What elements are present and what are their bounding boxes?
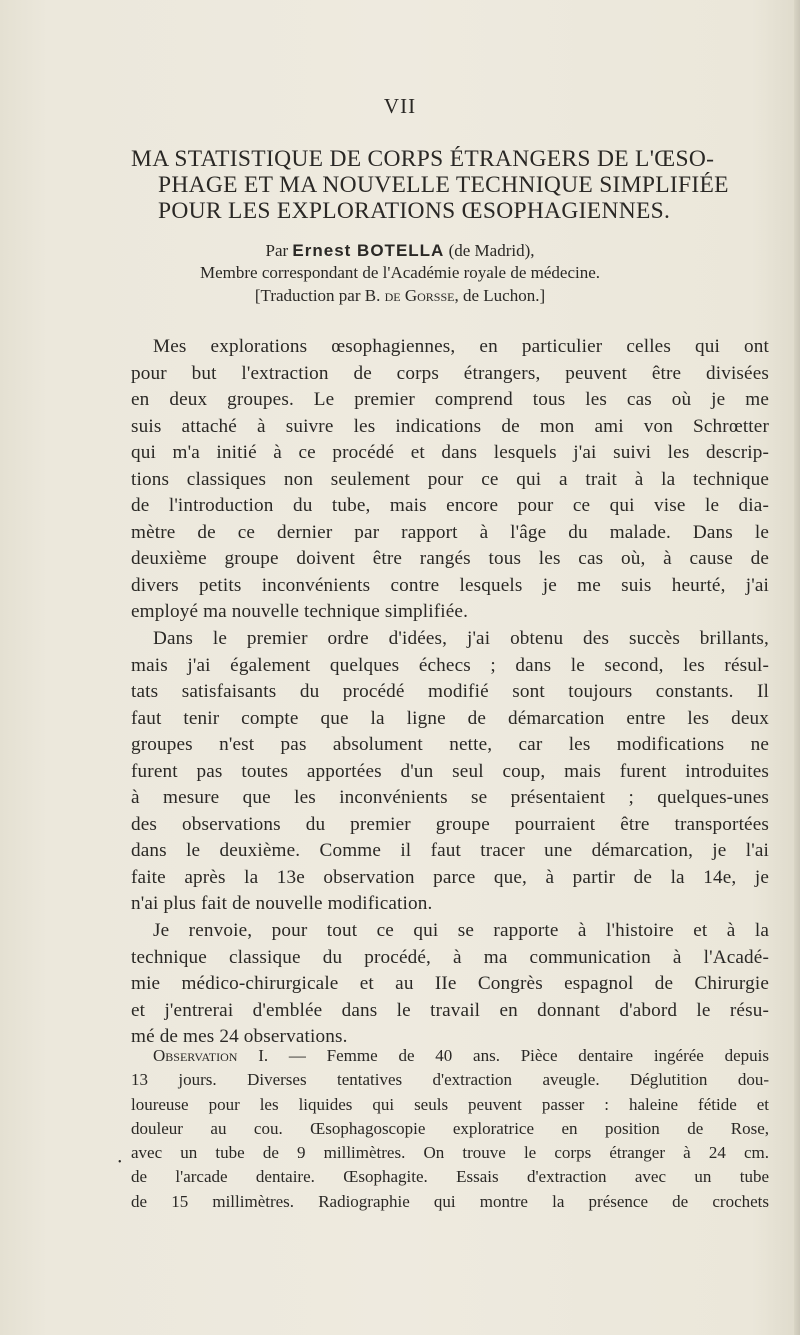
title-line-1: MA STATISTIQUE DE CORPS ÉTRANGERS DE L'ŒSO- (131, 146, 715, 172)
title-line-2: PHAGE ET MA NOUVELLE TECHNIQUE SIMPLIFIÉE (158, 172, 729, 198)
translation-close: de Luchon.] (462, 286, 546, 305)
text-line: pour but l'extraction de corps étrangers, peuvent être divisées (131, 362, 769, 384)
observation-1 (131, 1044, 769, 1214)
observation-line: de 15 millimètres. Radiographie qui montre la présence de crochets (131, 1191, 769, 1211)
margin-mark: • (118, 1157, 122, 1168)
byline-par: Par (265, 241, 289, 260)
article-body (131, 334, 769, 1051)
observation-line: de l'arcade dentaire. Œsophagite. Essais d'extraction avec un tube (131, 1167, 769, 1187)
text-line: tions classiques non seulement pour ce qui a trait à la technique (131, 468, 769, 490)
text-line: furent pas toutes apportées d'un seul coup, mais furent introduites (131, 760, 769, 782)
text-line: suis attaché à suivre les indications de mon ami von Schrœtter (131, 415, 769, 437)
observation-line: avec un tube de 9 millimètres. On trouve le corps étranger à 24 cm. (131, 1143, 769, 1163)
observation-first-line (131, 1044, 769, 1068)
text-line: et j'entrerai d'emblée dans le travail en donnant d'abord le résu- (131, 999, 769, 1021)
text-line: mie médico-chirurgicale et au IIe Congrès espagnol de Chirurgie (131, 973, 769, 995)
page-number: VII (383, 94, 417, 118)
text-line: des observations du premier groupe pourraient être transportées (131, 813, 769, 835)
observation-line: loureuse pour les liquides qui seuls peuvent passer : haleine fétide et (131, 1094, 769, 1114)
text-line: mètre de ce dernier par rapport à l'âge du malade. Dans le (131, 521, 769, 543)
title-line-3: POUR LES EXPLORATIONS ŒSOPHAGIENNES. (158, 198, 671, 224)
text-line: Dans le premier ordre d'idées, j'ai obtenu des succès brillants, (153, 628, 769, 650)
observation-label: Observation I. (153, 1046, 269, 1065)
translator-name: Gorsse, (404, 286, 459, 305)
paragraph-1 (131, 334, 769, 626)
text-line: faut tenir compte que la ligne de démarcation entre les deux (131, 707, 769, 729)
text-line: Mes explorations œsophagiennes, en particulier celles qui ont (153, 336, 769, 357)
article-title (131, 146, 771, 224)
text-line: technique classique du procédé, à ma communication à l'Acadé- (131, 946, 769, 968)
paragraph-2 (131, 626, 769, 918)
translation-credit (0, 286, 800, 306)
text-line: mais j'ai également quelques échecs ; dans le second, les résul- (131, 654, 769, 676)
text-line: dans le deuxième. Comme il faut tracer une démarcation, je l'ai (131, 840, 769, 862)
text-line: Je renvoie, pour tout ce qui se rapporte à l'histoire et à la (153, 920, 769, 942)
text-line: n'ai plus fait de nouvelle modification. (131, 893, 433, 915)
text-line: mé de mes 24 observations. (131, 1026, 348, 1048)
text-line: à mesure que les inconvénients se présentaient ; quelques-unes (131, 787, 769, 809)
text-line: faite après la 13e observation parce que, à partir de la 14e, je (131, 866, 769, 888)
text-line: tats satisfaisants du procédé modifié sont toujours constants. Il (131, 681, 769, 703)
text-line: employé ma nouvelle technique simplifiée. (131, 601, 469, 623)
paragraph-3 (131, 918, 769, 1051)
observation-text: — Femme de 40 ans. Pièce dentaire ingérée depuis (288, 1046, 769, 1065)
translator-particle: de (384, 286, 401, 305)
text-line: en deux groupes. Le premier comprend tous les cas où je me (131, 389, 769, 411)
text-line: de l'introduction du tube, mais encore pour ce qui vise le dia- (131, 495, 769, 517)
observation-line: 13 jours. Diverses tentatives d'extraction aveugle. Déglutition dou- (131, 1070, 769, 1090)
text-line: qui m'a initié à ce procédé et dans lesquels j'ai suivi les descrip- (131, 442, 769, 464)
author-origin: (de Madrid), (448, 241, 535, 260)
text-line: divers petits inconvénients contre lesquels je me suis heurté, j'ai (131, 574, 769, 596)
text-line: groupes n'est pas absolument nette, car les modifications ne (131, 734, 769, 756)
author-role: Membre correspondant de l'Académie royale de médecine. (199, 263, 601, 282)
text-line: deuxième groupe doivent être rangés tous les cas où, à cause de (131, 548, 769, 570)
author-name: Ernest BOTELLA (292, 241, 445, 260)
author-line (0, 240, 800, 262)
byline (0, 240, 800, 284)
observation-line: douleur au cou. Œsophagoscopie exploratrice en position de Rose, (131, 1118, 769, 1138)
translation-open: [Traduction par B. (254, 286, 381, 305)
page-edge (794, 0, 800, 1335)
